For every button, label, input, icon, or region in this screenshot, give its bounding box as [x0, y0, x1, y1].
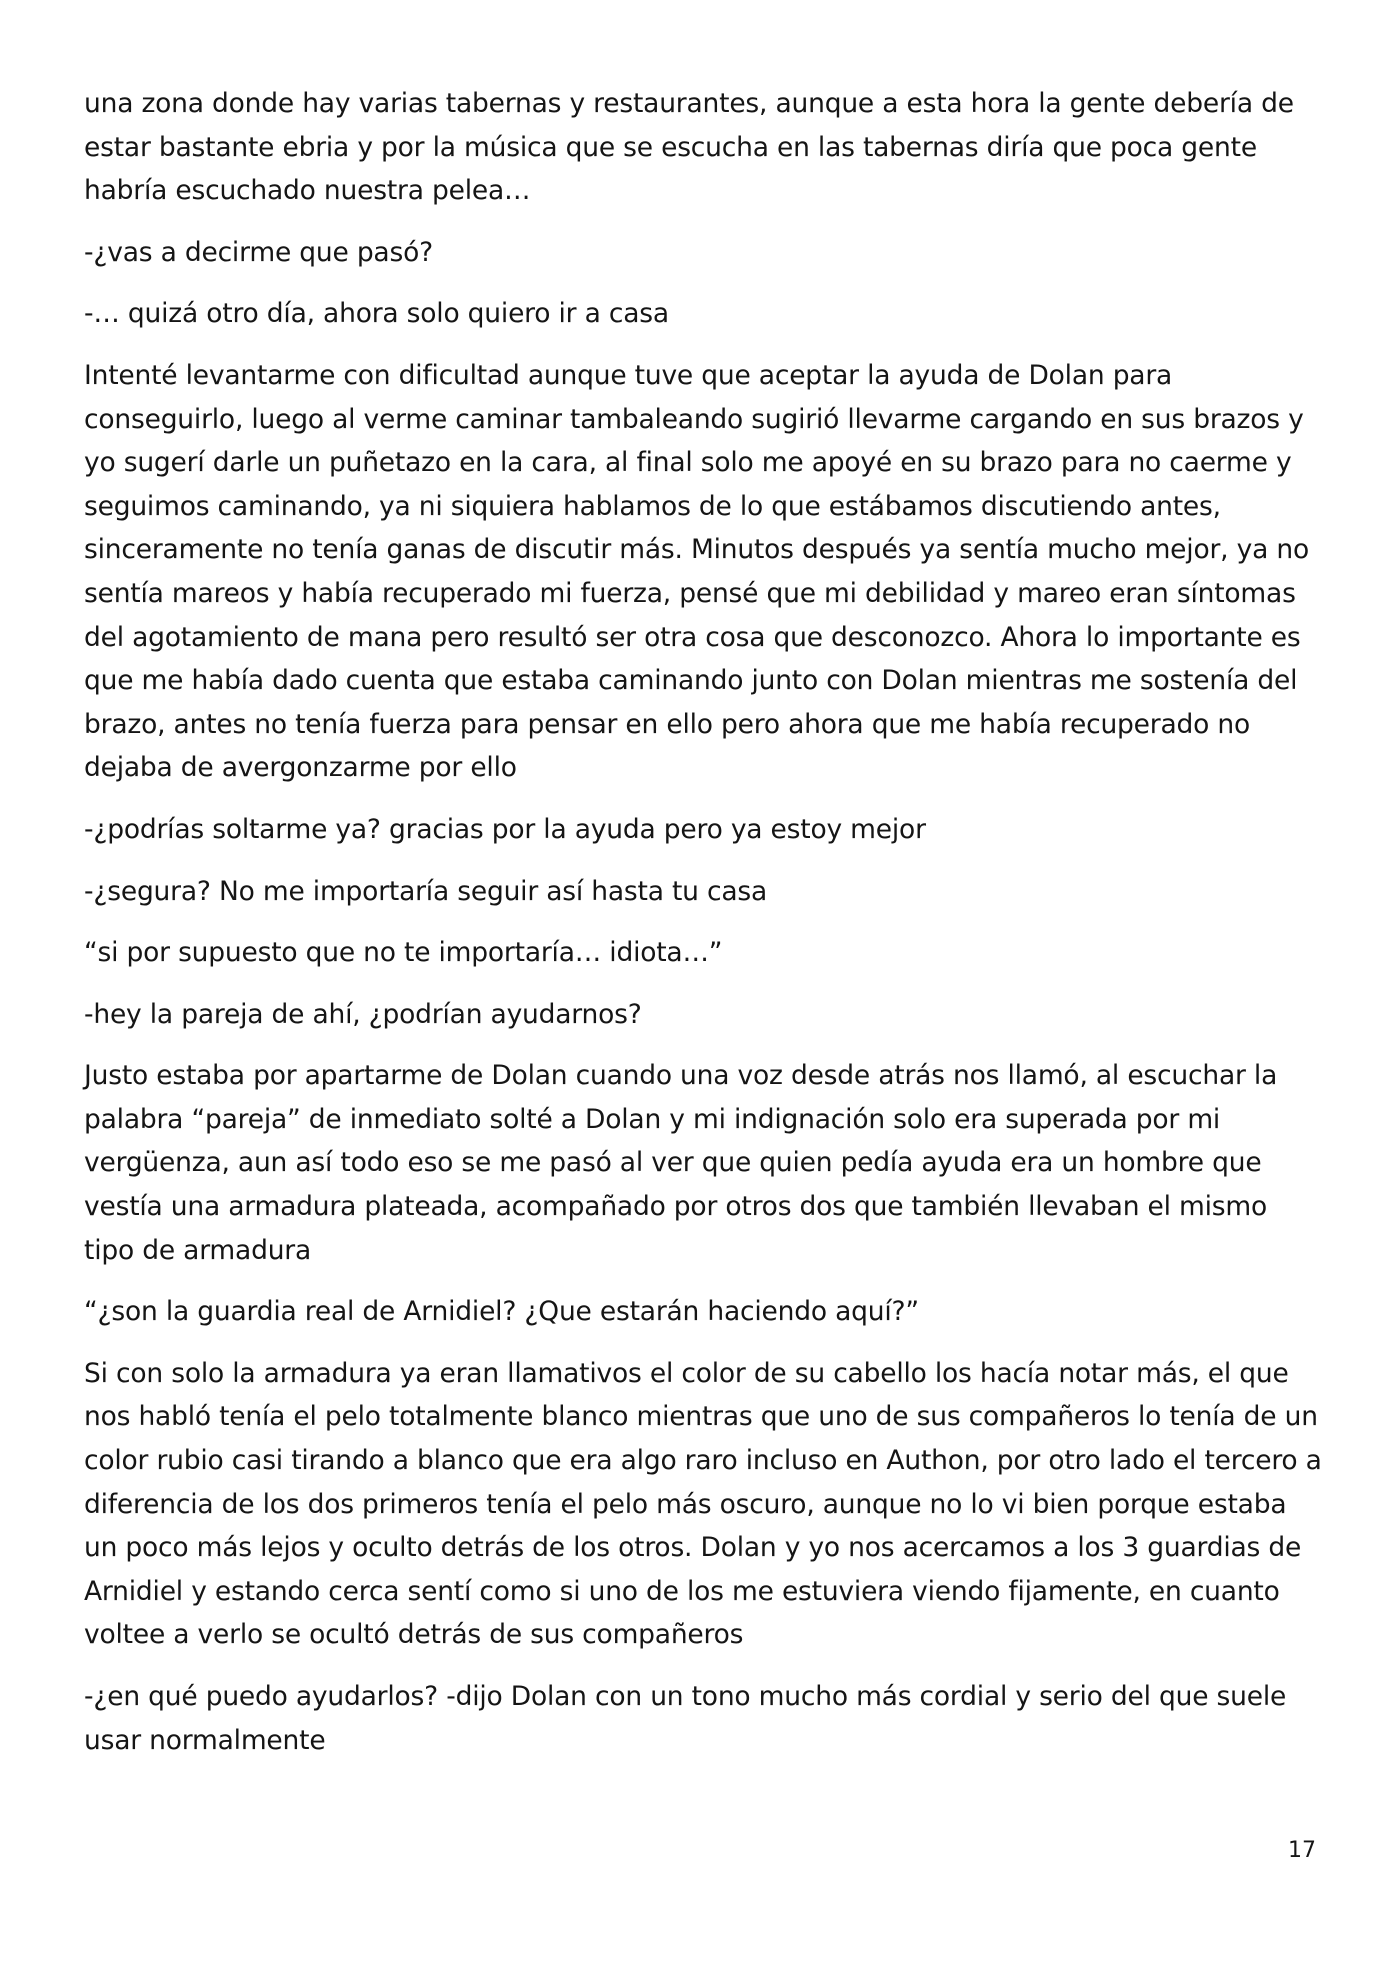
paragraph: Si con solo la armadura ya eran llamativos el color de su cabello los hacía notar más, el que nos habló tenía el pelo totalmente blanco mientras que uno de sus compañeros lo tenía de un color rubio casi tirando a blanco que era algo raro incluso en Authon, por otro lado el tercero a diferencia de los dos primeros tenía el pelo más oscuro, aunque no lo vi bien porque estaba un poco más lejos y oculto detrás de los otros. Dolan y yo nos acercamos a los 3 guardias de Arnidiel y estando cerca sentí como si uno de los me estuviera viendo fijamente, en cuanto voltee a verlo se ocultó detrás de sus compañeros: [84, 1357, 1322, 1651]
dialogue-line: -¿podrías soltarme ya? gracias por la ayuda pero ya estoy mejor: [84, 813, 926, 845]
paragraph: Intenté levantarme con dificultad aunque tuve que aceptar la ayuda de Dolan para conseguirlo, luego al verme caminar tambaleando sugirió llevarme cargando en sus brazos y yo sugerí darle un puñetazo en la cara, al final solo me apoyé en su brazo para no caerme y seguimos caminando, ya ni siquiera hablamos de lo que estábamos discutiendo antes, sinceramente no tenía ganas de discutir más. Minutos después ya sentía mucho mejor, ya no sentía mareos y había recuperado mi fuerza, pensé que mi debilidad y mareo eran síntomas del agotamiento de mana pero resultó ser otra cosa que desconozco. Ahora lo importante es que me había dado cuenta que estaba caminando junto con Dolan mientras me sostenía del brazo, antes no tenía fuerza para pensar en ello pero ahora que me había recuperado no dejaba de avergonzarme por ello: [84, 359, 1309, 784]
dialogue-line: -¿vas a decirme que pasó?: [84, 236, 433, 268]
thought-line: “si por supuesto que no te importaría… idiota…”: [84, 937, 723, 969]
paragraph: una zona donde hay varias tabernas y restaurantes, aunque a esta hora la gente debería de estar bastante ebria y por la música que se escucha en las tabernas diría que poca gente habría escuchado nuestra pelea…: [84, 88, 1294, 207]
dialogue-line: -hey la pareja de ahí, ¿podrían ayudarnos?: [84, 998, 642, 1030]
dialogue-line: -¿segura? No me importaría seguir así hasta tu casa: [84, 875, 768, 907]
dialogue-line: -¿en qué puedo ayudarlos? -dijo Dolan con un tono mucho más cordial y serio del que suele usar normalmente: [84, 1681, 1287, 1756]
paragraph: Justo estaba por apartarme de Dolan cuando una voz desde atrás nos llamó, al escuchar la palabra “pareja” de inmediato solté a Dolan y mi indignación solo era superada por mi vergüenza, aun así todo eso se me pasó al ver que quien pedía ayuda era un hombre que vestía una armadura plateada, acompañado por otros dos que también llevaban el mismo tipo de armadura: [84, 1060, 1278, 1266]
body-text: [84, 82, 1324, 1780]
thought-line: “¿son la guardia real de Arnidiel? ¿Que estarán haciendo aquí?”: [84, 1296, 919, 1328]
dialogue-line: -… quizá otro día, ahora solo quiero ir a casa: [84, 298, 669, 330]
page-number: 17: [1288, 1838, 1316, 1863]
